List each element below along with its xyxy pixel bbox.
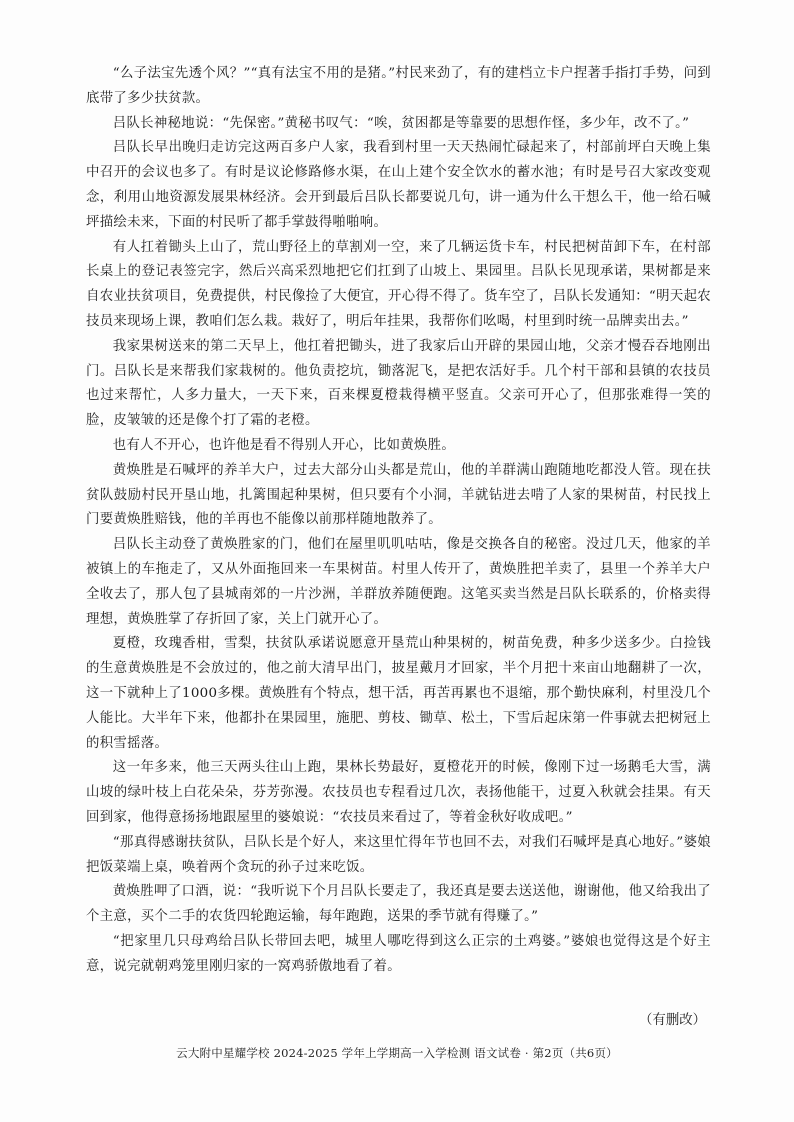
paragraph: “么子法宝先透个风？”“真有法宝不用的是猪。”村民来劲了，有的建档立卡户捏著手指打手势，问到底带了多少扶贫款。 — [86, 66, 711, 106]
page-footer: 云大附中星耀学校 2024-2025 学年上学期高一入学检测 语文试卷 · 第2页（共6页） — [176, 1046, 618, 1060]
paragraph: 我家果树送来的第二天早上，他扛着把锄头，进了我家后山开辟的果园山地，父亲才慢吞吞地刚出门。吕队长是来帮我们家栽树的。他负责挖坑，锄落泥飞，是把农活好手。几个村干部和县镇的农技员也过来帮忙，人多力量大，一天下来，百来棵夏橙栽得横平竖直。父亲可开心了，但那张难得一笑的脸，皮皱皱的还是像个打了霜的老橙。 — [86, 338, 711, 429]
paragraph: 吕队长早出晚归走访完这两百多户人家，我看到村里一天天热闹忙碌起来了，村部前坪白天晚上集中召开的会议也多了。有时是议论修路修水渠，在山上建个安全饮水的蓄水池；有时是号召大家改变观念，利用山地资源发展果林经济。会开到最后吕队长都要说几句，讲一通为什么干想么干，他一给石喊坪描绘未来，下面的村民听了都手掌鼓得啪啪响。 — [86, 140, 711, 230]
paragraph: “把家里几只母鸡给吕队长带回去吧，城里人哪吃得到这么正宗的土鸡婆。”婆娘也觉得这是个好主意，说完就朝鸡笼里刚归家的一窝鸡骄傲地看了着。 — [86, 933, 711, 974]
paragraph: 黄焕胜是石喊坪的养羊大户，过去大部分山头都是荒山，他的羊群满山跑随地吃都没人管。现在扶贫队鼓励村民开垦山地，扎篱围起种果树，但只要有个小洞，羊就钻进去啃了人家的果树苗，村民找上门要黄焕胜赔钱，他的羊再也不能像以前那样随地散养了。 — [86, 462, 711, 528]
paragraph: 也有人不开心，也许他是看不得别人开心，比如黄焕胜。 — [112, 437, 456, 453]
paragraph: 黄焕胜呷了口酒，说：“我听说下个月吕队长要走了，我还真是要去送送他，谢谢他，他又给我出了个主意，买个二手的农货四轮跑运输，每年跑跑，送果的季节就有得赚了。” — [86, 884, 711, 925]
paragraph: 这一年多来，他三天两头往山上跑，果林长势最好，夏橙花开的时候，像刚下过一场鹅毛大雪，满山坡的绿叶枝上白花朵朵，芬芳弥漫。农技员也专程看过几次，表扬他能干，过夏入秋就会挂果。有天回到家，他得意扬扬地跟屋里的婆娘说：“农技员来看过了，等着金秋好收成吧。” — [86, 760, 711, 825]
paragraph: “那真得感谢扶贫队，吕队长是个好人，来这里忙得年节也回不去，对我们石喊坪是真心地好。”婆娘把饭菜端上桌，唤着两个贪玩的孙子过来吃饭。 — [86, 834, 711, 875]
paragraph: 吕队长神秘地说：“先保密。”黄秘书叹气：“唉，贫困都是等靠要的思想作怪，多少年，改不了。” — [112, 115, 690, 131]
source-note: （有删改） — [639, 1013, 706, 1028]
paragraph: 吕队长主动登了黄焕胜家的门，他们在屋里叽叽咕咕，像是交换各自的秘密。没过几天，他家的羊被镇上的车拖走了，又从外面拖回来一车果树苗。村里人传开了，黄焕胜把羊卖了，县里一个养羊大户全收去了，那人包了县城南郊的一片沙洲，羊群放养随便跑。这笔买卖当然是吕队长联系的，价格卖得理想，黄焕胜掌了存折回了家，关上门就开心了。 — [86, 537, 711, 627]
paragraph: 有人扛着锄头上山了，荒山野径上的草割刈一空，来了几辆运货卡车，村民把树苗卸下车，在村部长桌上的登记表签完字，然后兴高采烈地把它们扛到了山坡上、果园里。吕队长见现承诺，果树都是来自农业扶贫项目，免费提供，村民像捡了大便宜，开心得不得了。货车空了，吕队长发通知：“明天起农技员来现场上课，教咱们怎么栽。栽好了，明后年挂果，我帮你们吆喝，村里到时统一品牌卖出去。” — [86, 239, 711, 329]
paragraph: 夏橙，玫瑰香柑，雪梨，扶贫队承诺说愿意开垦荒山种果树的，树苗免费，种多少送多少。白捡钱的生意黄焕胜是不会放过的，他之前大清早出门，披星戴月才回家，半个月把十来亩山地翻耕了一次，这一下就种上了1000多棵。黄焕胜有个特点，想干活，再苦再累也不退缩，那个勤快麻利，村里没几个人能比。大半年下来，他都扑在果园里，施肥、剪枝、锄草、松土，下雪后起床第一件事就去把树冠上的积雪摇落。 — [86, 636, 711, 751]
reading-passage — [86, 62, 711, 979]
